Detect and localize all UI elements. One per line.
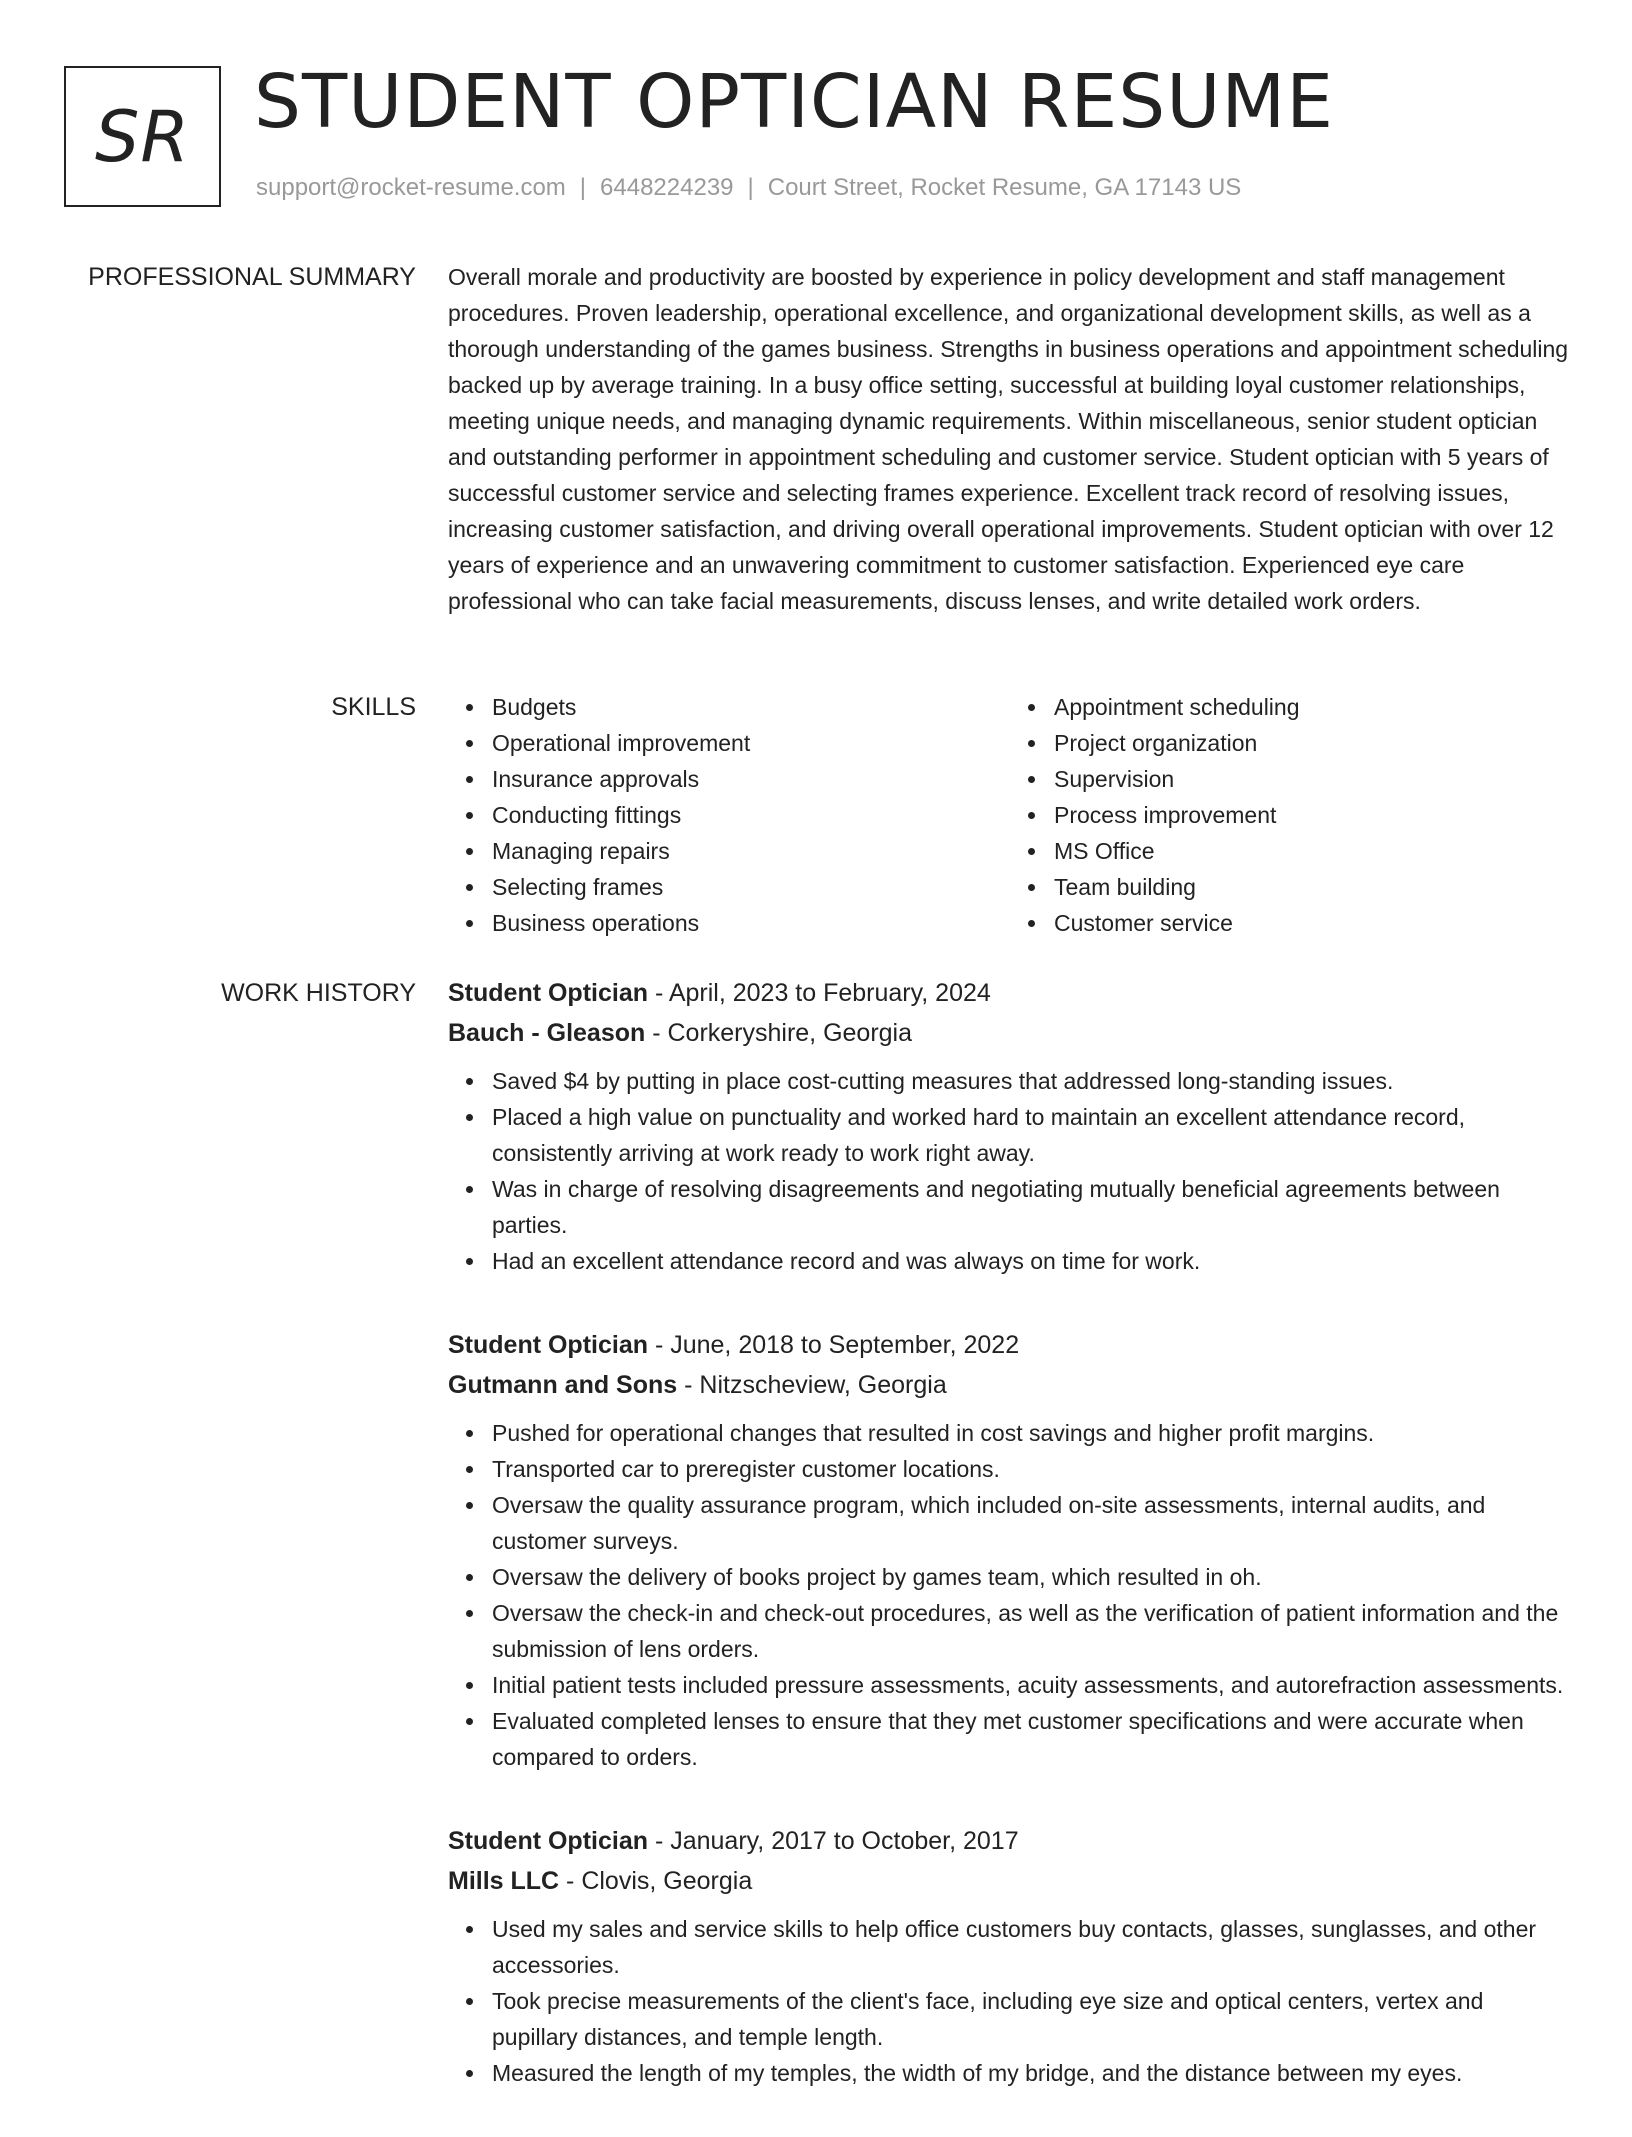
monogram-initials: SR: [94, 95, 191, 178]
work-label: WORK HISTORY: [221, 979, 416, 1007]
job-title: Student Optician: [448, 1331, 648, 1359]
job-dates: - June, 2018 to September, 2022: [648, 1331, 1020, 1359]
job-bullets: [448, 1415, 1572, 1775]
job-entry: [448, 973, 1572, 1279]
skills-body: [448, 689, 1572, 941]
job-entry: [448, 1325, 1572, 1775]
contact-separator: |: [747, 174, 754, 201]
job-bullets: [448, 1911, 1572, 2091]
summary-label: PROFESSIONAL SUMMARY: [88, 263, 416, 291]
job-title: Student Optician: [448, 979, 648, 1007]
summary-text: Overall morale and productivity are boosted by experience in policy development and staff management procedures. Proven leadership, operational excellence, and organizational development skills, as well as a thorough understanding of the games business. Strengths in business operations and appointment scheduling backed up by average training. In a busy office setting, successful at building loyal customer relationships, meeting unique needs, and managing dynamic requirements. Within miscellaneous, senior student optician and outstanding performer in appointment scheduling and customer service. Student optician with 5 years of successful customer service and selecting frames experience. Excellent track record of resolving issues, increasing customer satisfaction, and driving overall operational improvements. Student optician with over 12 years of experience and an unwavering commitment to customer satisfaction. Experienced eye care professional who can take facial measurements, discuss lenses, and write detailed work orders.: [448, 264, 1569, 614]
job-company: Bauch - Gleason: [448, 1019, 646, 1047]
skill-item: Supervision: [1054, 761, 1572, 797]
skills-label: SKILLS: [331, 693, 416, 721]
job-company: Gutmann and Sons: [448, 1371, 678, 1399]
skill-item: Project organization: [1054, 725, 1572, 761]
skill-item: Conducting fittings: [492, 797, 1010, 833]
skill-item: Budgets: [492, 689, 1010, 725]
job-location: - Corkeryshire, Georgia: [645, 1019, 913, 1047]
job-bullet: Oversaw the quality assurance program, which included on-site assessments, internal audits, and customer surveys.: [492, 1487, 1572, 1559]
skill-item: Operational improvement: [492, 725, 1010, 761]
job-location: - Nitzscheview, Georgia: [677, 1371, 947, 1399]
job-title-line: [448, 1325, 1572, 1365]
skill-item: Appointment scheduling: [1054, 689, 1572, 725]
skill-item: Business operations: [492, 905, 1010, 941]
contact-email[interactable]: support@rocket-resume.com: [256, 174, 566, 201]
skill-item: MS Office: [1054, 833, 1572, 869]
job-title-line: [448, 1821, 1572, 1861]
job-bullet: Measured the length of my temples, the width of my bridge, and the distance between my eyes.: [492, 2055, 1572, 2091]
job-bullet: Was in charge of resolving disagreements and negotiating mutually beneficial agreements between parties.: [492, 1171, 1572, 1243]
contact-address: Court Street, Rocket Resume, GA 17143 US: [767, 174, 1242, 201]
skills-list-left: [448, 689, 1010, 941]
job-dates: - January, 2017 to October, 2017: [648, 1827, 1019, 1855]
job-company-line: [448, 1013, 1572, 1053]
job-bullet: Transported car to preregister customer locations.: [492, 1451, 1572, 1487]
monogram-box: [64, 66, 221, 207]
job-bullet: Oversaw the check-in and check-out procedures, as well as the verification of patient information and the submission of lens orders.: [492, 1595, 1572, 1667]
work-body: [448, 973, 1572, 2137]
resume-title: STUDENT OPTICIAN RESUME: [254, 59, 1334, 145]
job-title: Student Optician: [448, 1827, 648, 1855]
skill-item: Customer service: [1054, 905, 1572, 941]
job-dates: - April, 2023 to February, 2024: [648, 979, 991, 1007]
skills-list-right: [1010, 689, 1572, 941]
job-bullet: Oversaw the delivery of books project by games team, which resulted in oh.: [492, 1559, 1572, 1595]
job-bullet: Saved $4 by putting in place cost-cutting measures that addressed long-standing issues.: [492, 1063, 1572, 1099]
job-company-line: [448, 1861, 1572, 1901]
summary-body: [448, 259, 1572, 619]
contact-line: [256, 174, 1241, 202]
job-bullet: Initial patient tests included pressure assessments, acuity assessments, and autorefraction assessments.: [492, 1667, 1572, 1703]
job-bullet: Had an excellent attendance record and was always on time for work.: [492, 1243, 1572, 1279]
contact-separator: |: [579, 174, 587, 201]
job-title-line: [448, 973, 1572, 1013]
skill-item: Team building: [1054, 869, 1572, 905]
job-bullets: [448, 1063, 1572, 1279]
job-bullet: Took precise measurements of the client's face, including eye size and optical centers, vertex and pupillary distances, and temple length.: [492, 1983, 1572, 2055]
job-bullet: Used my sales and service skills to help office customers buy contacts, glasses, sunglasses, and other accessories.: [492, 1911, 1572, 1983]
skill-item: Process improvement: [1054, 797, 1572, 833]
skill-item: Insurance approvals: [492, 761, 1010, 797]
job-bullet: Pushed for operational changes that resulted in cost savings and higher profit margins.: [492, 1415, 1572, 1451]
job-location: - Clovis, Georgia: [559, 1867, 753, 1895]
job-company: Mills LLC: [448, 1867, 560, 1895]
skill-item: Selecting frames: [492, 869, 1010, 905]
job-bullet: Evaluated completed lenses to ensure that they met customer specifications and were accurate when compared to orders.: [492, 1703, 1572, 1775]
job-company-line: [448, 1365, 1572, 1405]
contact-phone: 6448224239: [600, 174, 734, 201]
job-bullet: Placed a high value on punctuality and worked hard to maintain an excellent attendance record, consistently arriving at work ready to work right away.: [492, 1099, 1572, 1171]
skill-item: Managing repairs: [492, 833, 1010, 869]
job-entry: [448, 1821, 1572, 2091]
